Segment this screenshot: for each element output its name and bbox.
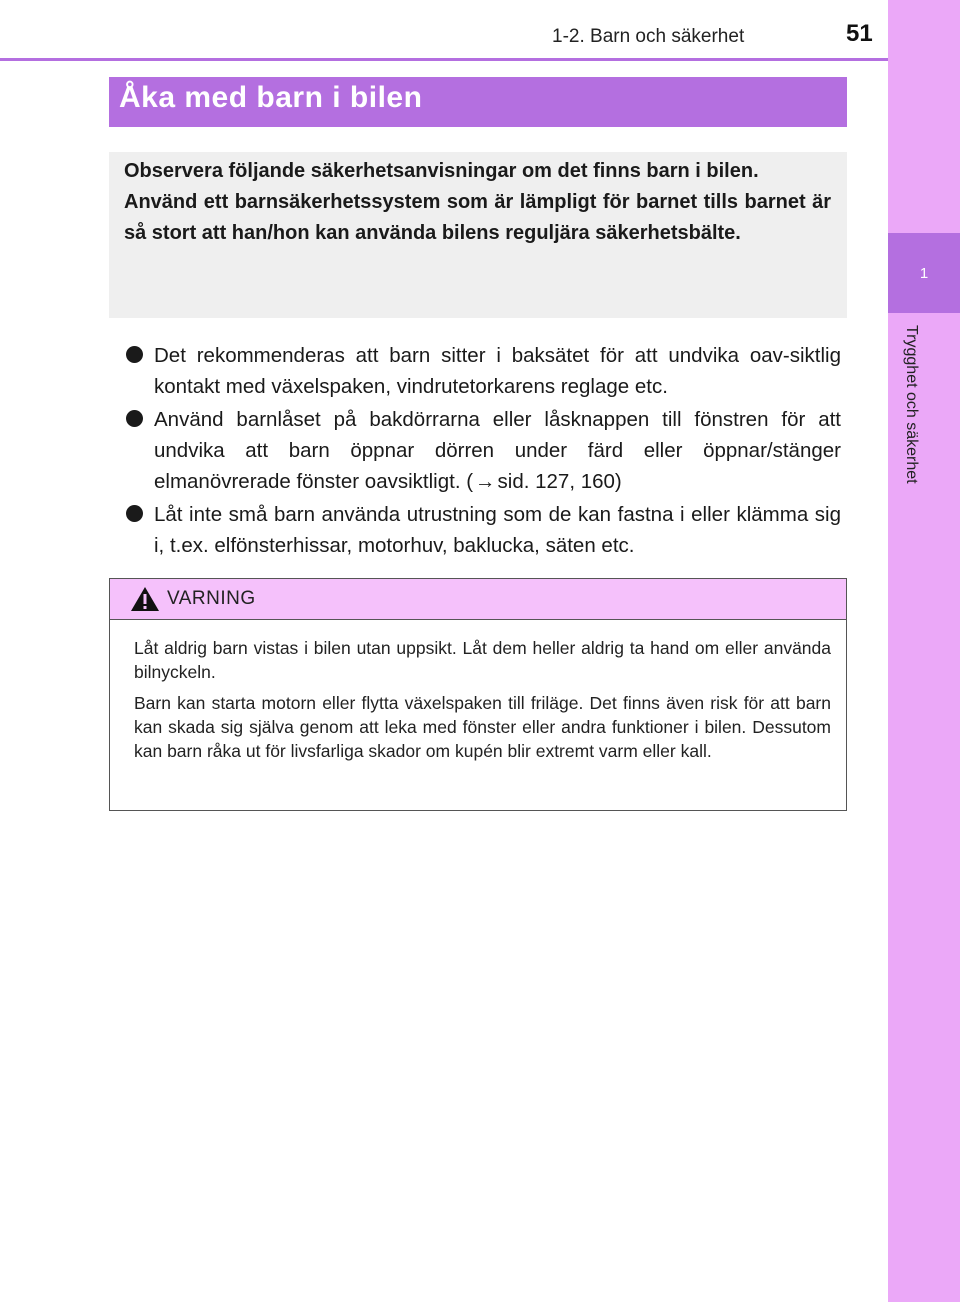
summary-line-1: Observera följande säkerhetsanvisningar om det finns barn i bilen. bbox=[124, 160, 759, 182]
page-title: Åka med barn i bilen bbox=[109, 77, 847, 127]
bullet-icon bbox=[126, 410, 143, 427]
summary-box bbox=[109, 152, 847, 318]
warning-header bbox=[110, 579, 846, 620]
summary-line-2: Använd ett barnsäkerhetssystem som är lämpligt för barnet tills barnet är så stort att han/hon kan använda bilens reguljära säkerhetsbälte. bbox=[124, 191, 831, 244]
chapter-number: 1 bbox=[919, 264, 929, 282]
list-item bbox=[126, 499, 841, 561]
warning-paragraph: Låt aldrig barn vistas i bilen utan uppsikt. Låt dem heller aldrig ta hand om eller använda bilnyckeln. bbox=[134, 638, 831, 682]
bullet-text: Låt inte små barn använda utrustning som de kan fastna i eller klämma sig i, t.ex. elfönsterhissar, motorhuv, baklucka, säten etc. bbox=[154, 503, 841, 557]
warning-paragraph: Barn kan starta motorn eller flytta växelspaken till friläge. Det finns även risk för att barn kan skada sig själva genom att leka med fönster eller andra funktioner i bilen. Dessutom kan barn råka ut för livsfarliga skador om kupén blir extremt varm eller kall. bbox=[134, 693, 831, 761]
arrow-right-icon: → bbox=[475, 470, 496, 493]
chapter-title: Trygghet och säkerhet bbox=[903, 325, 920, 484]
warning-triangle-icon bbox=[130, 586, 160, 612]
chapter-tab[interactable] bbox=[888, 233, 960, 313]
page-reference-link[interactable]: sid. 127, 160) bbox=[497, 470, 622, 493]
list-item bbox=[126, 340, 841, 402]
bullet-list bbox=[126, 340, 841, 563]
bullet-icon bbox=[126, 505, 143, 522]
section-title: 1-2. Barn och säkerhet bbox=[552, 26, 745, 47]
bullet-icon bbox=[126, 346, 143, 363]
warning-title: VARNING bbox=[167, 588, 256, 609]
side-thumb-strip bbox=[888, 0, 960, 1302]
bullet-text: Det rekommenderas att barn sitter i baksätet för att undvika oav-siktlig kontakt med växelspaken, vindrutetorkarens reglage etc. bbox=[154, 344, 841, 398]
warning-box bbox=[109, 578, 847, 811]
list-item bbox=[126, 404, 841, 497]
warning-body bbox=[110, 620, 846, 763]
header-divider bbox=[0, 58, 888, 61]
page-number: 51 bbox=[846, 20, 873, 47]
bullet-text: Använd barnlåset på bakdörrarna eller låsknappen till fönstren för att undvika att barn öppnar dörren under färd eller öppnar/stänger elmanövrerade fönster oavsiktligt. ( bbox=[154, 408, 841, 493]
